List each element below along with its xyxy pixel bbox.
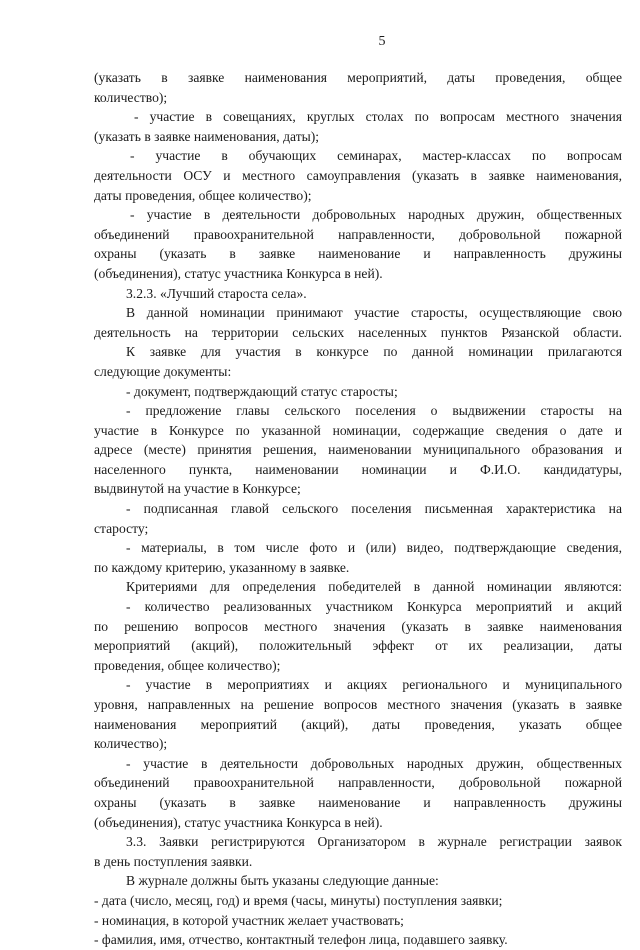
text-line: 3.2.3. «Лучший староста села». (126, 285, 307, 301)
text-line: уровня, направленных на решение вопросов местного значения (указать в заявке (94, 697, 622, 712)
text-line: Критериями для определения победителей в данной номинации являются: (126, 579, 622, 595)
text-line: количество); (94, 736, 168, 752)
document-body (94, 68, 622, 950)
text-line: деятельности ОСУ и местного самоуправления (указать в заявке наименования, (94, 167, 622, 183)
text-line: мероприятий (акций), положительный эффект от их реализации, даты (94, 638, 622, 654)
text-line: по решению вопросов местного значения (указать в заявке наименования (94, 618, 622, 634)
text-line: - участие в совещаниях, круглых столах по вопросам местного значения (134, 109, 622, 125)
text-line: (указать в заявке наименования, даты); (94, 128, 320, 144)
text-line: - участие в обучающих семинарах, мастер-классах по вопросам (130, 148, 622, 164)
text-line: (указать в заявке наименования мероприятий, даты проведения, общее (94, 70, 622, 85)
text-line: даты проведения, общее количество); (94, 187, 312, 203)
text-line: (объединения), статус участника Конкурса в ней). (94, 265, 383, 281)
page-number: 5 (378, 34, 386, 49)
text-line: (объединения), статус участника Конкурса в ней). (94, 814, 383, 830)
text-line: - подписанная главой сельского поселения письменная характеристика на (126, 501, 622, 517)
text-line: - дата (число, месяц, год) и время (часы, минуты) поступления заявки; (94, 892, 503, 908)
text-line: населенного пункта, наименовании номинации и Ф.И.О. кандидатуры, (94, 461, 622, 477)
text-line: - фамилия, имя, отчество, контактный телефон лица, подавшего заявку. (94, 932, 508, 948)
text-line: К заявке для участия в конкурсе по данной номинации прилагаются (126, 344, 622, 360)
text-line: охраны (указать в заявке наименование и направленность дружины (94, 246, 622, 262)
text-line: - участие в деятельности добровольных народных дружин, общественных (130, 207, 622, 223)
text-line: участие в Конкурсе по указанной номинации, содержащие сведения о дате и (94, 422, 622, 438)
text-line: - материалы, в том числе фото и (или) видео, подтверждающие сведения, (126, 540, 622, 556)
text-line: деятельность на территории сельских населенных пунктов Рязанской области. (94, 324, 622, 340)
text-line: старосту; (94, 520, 149, 536)
text-line: следующие документы: (94, 363, 232, 379)
text-line: в день поступления заявки. (94, 853, 253, 869)
text-line: выдвинутой на участие в Конкурсе; (94, 481, 301, 497)
text-line: охраны (указать в заявке наименование и направленность дружины (94, 794, 622, 810)
text-line: В журнале должны быть указаны следующие данные: (126, 873, 439, 889)
text-line: - количество реализованных участником Конкурса мероприятий и акций (126, 599, 622, 615)
text-line: 3.3. Заявки регистрируются Организатором в журнале регистрации заявок (126, 834, 622, 850)
text-line: - участие в мероприятиях и акциях регионального и муниципального (126, 677, 622, 693)
text-line: - номинация, в которой участник желает участвовать; (94, 912, 404, 928)
text-line: количество); (94, 89, 168, 105)
text-line: В данной номинации принимают участие старосты, осуществляющие свою (126, 305, 622, 321)
text-line: объединений правоохранительной направленности, добровольной пожарной (94, 775, 622, 791)
text-line: по каждому критерию, указанному в заявке. (94, 559, 350, 575)
text-line: адресе (месте) принятия решения, наименовании муниципального образования и (94, 442, 622, 458)
text-line: - предложение главы сельского поселения о выдвижении старосты на (126, 403, 622, 419)
text-line: - участие в деятельности добровольных народных дружин, общественных (126, 755, 622, 771)
text-line: объединений правоохранительной направленности, добровольной пожарной (94, 226, 622, 242)
text-line: наименования мероприятий (акций), даты проведения, указать общее (94, 716, 622, 732)
text-line: - документ, подтверждающий статус старосты; (126, 383, 398, 399)
text-line: проведения, общее количество); (94, 657, 281, 673)
